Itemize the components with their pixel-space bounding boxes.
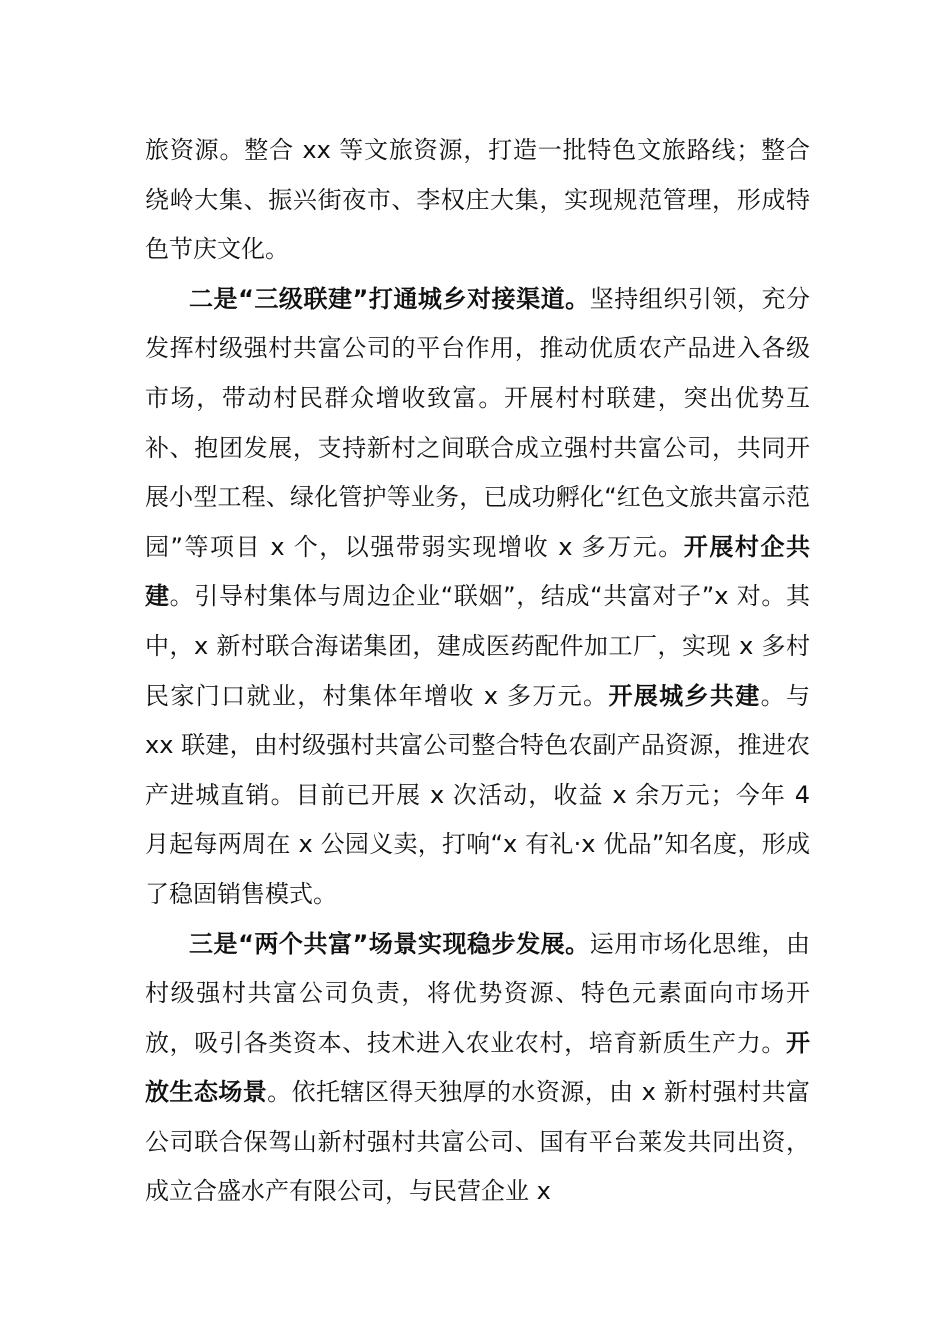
paragraph-3 [145,920,810,1218]
inline-heading-village-enterprise: 开展村企共建 [145,532,810,611]
text-run: 。引导村集体与周边企业“联姻”，结成“共富对子”x 对。其中，x 新村联合海诺集团，建成医药配件加工厂，实现 x 多村民家门口就业，村集体年增收 x 多万元。 [145,582,810,710]
section-heading-three: 三是“两个共富”场景实现稳步发展。 [189,929,590,958]
inline-heading-urban-rural: 开展城乡共建 [608,681,761,710]
text-run: 坚持组织引领，充分发挥村级强村共富公司的平台作用，推动优质农产品进入各级市场，带动村民群众增收致富。开展村村联建，突出优势互补、抱团发展，支持新村之间联合成立强村共富公司，共同开展小型工程、绿化管护等业务，已成功孵化“红色文旅共富示范园”等项目 x 个，以强带弱实现增收 x 多万元。 [145,284,811,561]
section-heading-two: 二是“三级联建”打通城乡对接渠道。 [189,284,590,313]
inline-heading-ecology: 开放生态场景 [145,1028,810,1107]
text-run: 。依托辖区得天独厚的水资源，由 x 新村强村共富公司联合保驾山新村强村共富公司、国有平台莱发共同出资，成立合盛水产有限公司，与民营企业 x [145,1078,810,1206]
paragraph-2 [145,275,810,920]
document-page [145,126,810,1217]
text-run: 运用市场化思维，由村级强村共富公司负责，将优势资源、特色元素面向市场开放，吸引各类资本、技术进入农业农村，培育新质生产力。 [145,929,811,1057]
text-run: 。与 xx 联建，由村级强村共富公司整合特色农副产品资源，推进农产进城直销。目前已开展 x 次活动，收益 x 余万元；今年 4 月起每两周在 x 公园义卖，打响“x 有礼·x 优品”知名度，形成了稳固销售模式。 [145,681,811,908]
text-run: 旅资源。整合 xx 等文旅资源，打造一批特色文旅路线；整合绕岭大集、振兴街夜市、李权庄大集，实现规范管理，形成特色节庆文化。 [145,136,810,264]
paragraph-1 [145,126,810,275]
